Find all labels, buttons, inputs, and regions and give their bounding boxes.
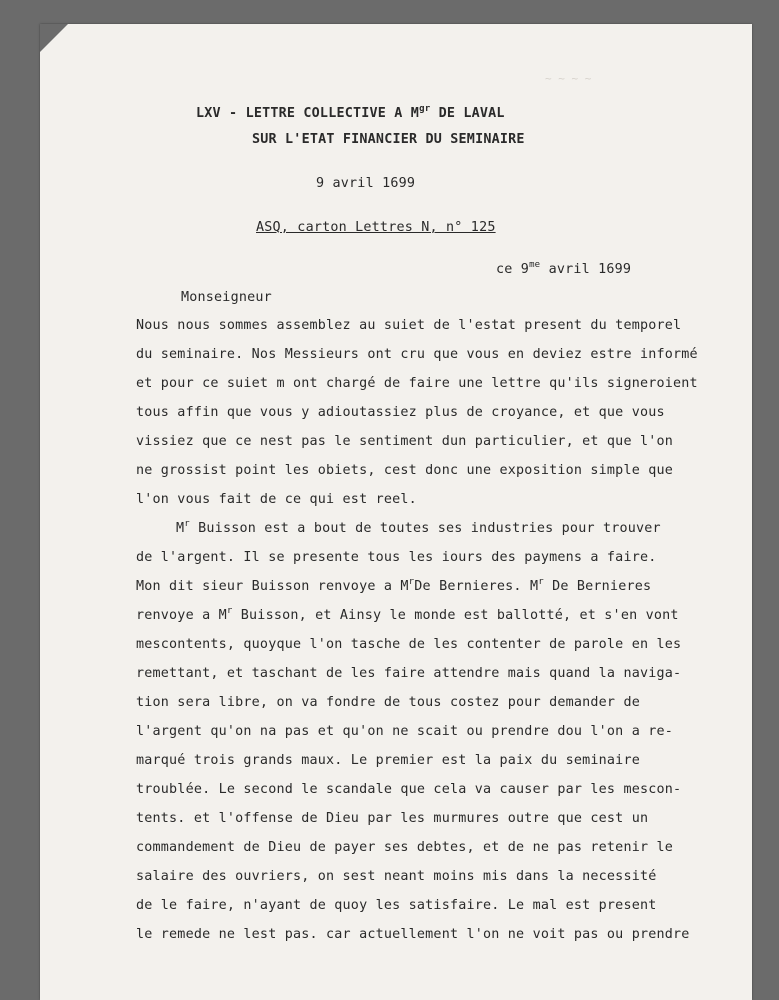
p1-line: tous affin que vous y adioutassiez plus de croyance, et que vous: [136, 405, 665, 420]
p2-line: remettant, et taschant de les faire attendre mais quand la naviga-: [136, 666, 682, 681]
p1-line: ne grossist point les obiets, cest donc une exposition simple que: [136, 463, 674, 478]
p2-line: le remede ne lest pas. car actuellement l'on ne voit pas ou prendre: [136, 927, 690, 942]
p1-line: et pour ce suiet m ont chargé de faire une lettre qu'ils signeroient: [136, 376, 698, 391]
p2-line: commandement de Dieu de payer ses debtes, et de ne pas retenir le: [136, 840, 674, 855]
p2-line: salaire des ouvriers, on sest neant moins mis dans la necessité: [136, 869, 657, 884]
header-date: 9 avril 1699: [316, 176, 416, 191]
p2-line: tents. et l'offense de Dieu par les murmures outre que cest un: [136, 811, 649, 826]
p2-line: troublée. Le second le scandale que cela va causer par les mescon-: [136, 782, 682, 797]
letter-date: ce $9^{me}$ avril 1699: [496, 260, 632, 277]
source-reference: ASQ, carton Lettres N, n° 125: [256, 220, 496, 235]
page-corner-cut: [40, 24, 68, 52]
p2-line: l'argent qu'on na pas et qu'on ne scait ou prendre dou l'on a re-: [136, 724, 674, 739]
pencil-mark: ~ ~ ~ ~: [545, 72, 592, 85]
p1-line: l'on vous fait de ce qui est reel.: [136, 492, 417, 507]
p2-line-1: $M^r$ Buisson est a bout de toutes ses industries pour trouver: [176, 519, 661, 536]
p2-line-2: de l'argent. Il se presente tous les iours des paymens a faire.: [136, 550, 657, 565]
p2-line: de le faire, n'ayant de quoy les satisfaire. Le mal est present: [136, 898, 657, 913]
p1-line: Nous nous sommes assemblez au suiet de l'estat present du temporel: [136, 318, 682, 333]
p2-line-3: Mon dit sieur Buisson renvoye a $M^rDe$ Bernieres. $M^r$ De Bernieres: [136, 577, 652, 594]
p1-line: vissiez que ce nest pas le sentiment dun particulier, et que l'on: [136, 434, 674, 449]
title-line-2: SUR L'ETAT FINANCIER DU SEMINAIRE: [252, 132, 525, 147]
p2-line: tion sera libre, on va fondre de tous costez pour demander de: [136, 695, 640, 710]
salutation: Monseigneur: [181, 290, 272, 305]
p2-line: marqué trois grands maux. Le premier est la paix du seminaire: [136, 753, 640, 768]
document-page: [40, 24, 752, 1000]
p2-line-4: renvoye a $M^r$ Buisson, et Ainsy le monde est ballotté, et s'en vont: [136, 606, 679, 623]
p1-line: du seminaire. Nos Messieurs ont cru que vous en deviez estre informé: [136, 347, 698, 362]
p2-line: mescontents, quoyque l'on tasche de les contenter de parole en les: [136, 637, 682, 652]
title-line-1: LXV - LETTRE COLLECTIVE A $M^{gr}$ DE LAVAL: [196, 104, 505, 121]
